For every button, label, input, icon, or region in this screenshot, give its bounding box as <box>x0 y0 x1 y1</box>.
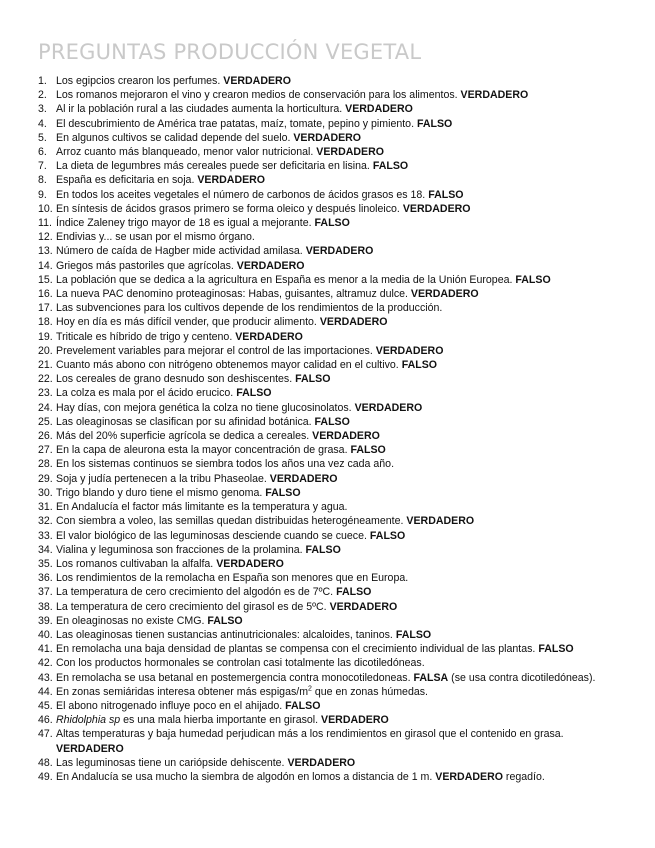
question-text-cont: que en zonas húmedas. <box>311 685 428 698</box>
answer-label: FALSA <box>413 671 449 684</box>
question-text: El descubrimiento de América trae patatas, maíz, tomate, pepino y pimiento. <box>56 117 415 130</box>
item-number: 46. <box>38 714 53 727</box>
item-number: 14. <box>38 259 53 272</box>
item-number: 39. <box>38 614 53 627</box>
list-item <box>38 543 618 557</box>
answer-label: FALSO <box>236 387 272 400</box>
answer-label: VERDADERO <box>56 742 124 755</box>
item-number: 5. <box>38 131 47 144</box>
question-text: Los egipcios crearon los perfumes. <box>56 75 221 87</box>
question-text: En remolacha una baja densidad de plantas se compensa con el crecimiento individual de las plantas. <box>56 643 536 656</box>
question-text: Más del 20% superficie agrícola se dedica a cereales. <box>56 430 310 443</box>
list-item <box>38 585 618 599</box>
answer-label: FALSO <box>305 543 341 556</box>
question-text: Soja y judía pertenecen a la tribu Phaseolae. <box>56 472 267 485</box>
answer-label: FALSO <box>350 444 386 457</box>
list-item <box>38 202 618 216</box>
question-text: Las oleaginosas se clasifican por su afinidad botánica. <box>56 415 312 428</box>
item-number: 43. <box>38 671 53 684</box>
list-item <box>38 330 618 344</box>
answer-label: VERDADERO <box>305 245 374 258</box>
list-item <box>38 358 618 372</box>
question-text: Los cereales de grano desnudo son deshiscentes. <box>56 373 293 386</box>
answer-label: VERDADERO <box>236 259 305 272</box>
answer-label: FALSO <box>314 217 350 230</box>
item-number: 36. <box>38 572 53 585</box>
answer-label: VERDADERO <box>216 557 284 570</box>
question-list <box>38 74 618 784</box>
item-number: 30. <box>38 486 53 499</box>
answer-label: FALSO <box>515 273 551 286</box>
item-number: 27. <box>38 444 53 457</box>
list-item <box>38 102 618 116</box>
question-text: La población que se dedica a la agricultura en España es menor a la media de la Unión Europea. <box>56 273 513 286</box>
list-item <box>38 287 618 301</box>
item-number: 34. <box>38 543 53 556</box>
item-number: 28. <box>38 458 53 471</box>
answer-label: VERDADERO <box>375 344 444 357</box>
item-number: 23. <box>38 387 53 400</box>
answer-label: FALSO <box>538 643 574 656</box>
list-item <box>38 614 618 628</box>
question-text: En remolacha se usa betanal en postemergencia contra monocotiledoneas. <box>56 671 411 684</box>
answer-label: VERDADERO <box>312 430 380 443</box>
question-text: Trigo blando y duro tiene el mismo genoma. <box>56 486 263 499</box>
list-item <box>38 685 618 699</box>
item-number: 31. <box>38 501 53 514</box>
item-number: 41. <box>38 643 53 656</box>
answer-label: VERDADERO <box>316 146 384 159</box>
list-item <box>38 486 618 500</box>
answer-label: FALSO <box>401 359 438 372</box>
item-number: 9. <box>38 188 47 201</box>
list-item <box>38 727 618 755</box>
question-text: Cuanto más abono con nitrógeno obtenemos mayor calidad en el cultivo. <box>56 359 399 372</box>
item-number: 3. <box>38 103 47 116</box>
species-name: Rhidolphia sp <box>56 714 121 727</box>
question-text: Al ir la población rural a las ciudades aumenta la horticultura. <box>56 103 343 116</box>
question-text: En síntesis de ácidos grasos primero se forma oleico y después linoleico. <box>56 202 400 215</box>
answer-label: FALSO <box>416 117 453 130</box>
question-text: El valor biológico de las leguminosas desciende cuando se cuece. <box>56 529 367 542</box>
question-text: Índice Zaleney trigo mayor de 18 es igual a mejorante. <box>56 217 312 230</box>
list-item <box>38 429 618 443</box>
question-text: Los romanos mejoraron el vino y crearon medios de conservación para los alimentos. <box>56 89 458 102</box>
question-text: Los rendimientos de la remolacha en España son menores que en Europa. <box>56 572 409 585</box>
item-number: 45. <box>38 699 53 712</box>
answer-label: FALSO <box>395 628 432 641</box>
answer-label: FALSO <box>372 160 409 173</box>
question-text: España es deficitaria en soja. <box>56 174 195 187</box>
answer-note: (se usa contra dicotiledóneas). <box>451 671 596 684</box>
answer-label: VERDADERO <box>406 515 475 528</box>
question-text: Vialina y leguminosa son fracciones de la prolamina. <box>56 543 303 556</box>
superscript: 2 <box>308 685 312 693</box>
item-number: 4. <box>38 117 47 130</box>
question-text: En algunos cultivos se calidad depende del suelo. <box>56 131 291 144</box>
answer-label: VERDADERO <box>269 472 338 485</box>
item-number: 37. <box>38 586 53 599</box>
question-text: La colza es mala por el ácido erucico. <box>56 387 234 400</box>
answer-label: FALSO <box>295 373 331 386</box>
item-number: 47. <box>38 728 53 741</box>
list-item <box>38 159 618 173</box>
list-item <box>38 557 618 571</box>
question-text: Hay días, con mejora genética la colza no tiene glucosinolatos. <box>56 401 352 414</box>
list-item <box>38 571 618 585</box>
item-number: 20. <box>38 344 53 357</box>
answer-label: FALSO <box>428 188 464 201</box>
list-item <box>38 372 618 386</box>
question-text: En la capa de aleurona esta la mayor concentración de grasa. <box>56 444 348 457</box>
item-number: 24. <box>38 401 53 414</box>
list-item <box>38 756 618 770</box>
item-number: 21. <box>38 359 53 372</box>
list-item <box>38 600 618 614</box>
answer-label: VERDADERO <box>287 756 356 769</box>
item-number: 33. <box>38 529 53 542</box>
item-number: 8. <box>38 174 47 187</box>
answer-label: FALSO <box>336 586 372 599</box>
list-item <box>38 514 618 528</box>
list-item <box>38 713 618 727</box>
list-item <box>38 529 618 543</box>
page-title: PREGUNTAS PRODUCCIÓN VEGETAL <box>38 40 422 64</box>
answer-label: VERDADERO <box>223 75 291 87</box>
question-text: Las oleaginosas tienen sustancias antinutricionales: alcaloides, taninos. <box>56 628 393 641</box>
question-text: En zonas semiáridas interesa obtener más espigas/m <box>56 685 309 698</box>
answer-label: VERDADERO <box>402 202 471 215</box>
answer-label: VERDADERO <box>321 714 389 727</box>
item-number: 16. <box>38 288 53 301</box>
item-number: 6. <box>38 146 47 159</box>
item-number: 38. <box>38 600 53 613</box>
item-number: 35. <box>38 557 53 570</box>
list-item <box>38 770 618 784</box>
list-item <box>38 259 618 273</box>
question-text: La temperatura de cero crecimiento del girasol es de 5ºC. <box>56 600 327 613</box>
list-item <box>38 415 618 429</box>
list-item <box>38 173 618 187</box>
list-item <box>38 401 618 415</box>
question-text: Hoy en día es más difícil vender, que producir alimento. <box>56 316 317 329</box>
answer-label: FALSO <box>285 699 321 712</box>
list-item <box>38 472 618 486</box>
item-number: 22. <box>38 373 53 386</box>
list-item <box>38 628 618 642</box>
list-item <box>38 188 618 202</box>
answer-label: VERDADERO <box>460 89 529 102</box>
list-item <box>38 315 618 329</box>
list-item <box>38 344 618 358</box>
answer-label: FALSO <box>207 614 243 627</box>
item-number: 26. <box>38 430 53 443</box>
answer-label: FALSO <box>314 415 350 428</box>
question-text: La temperatura de cero crecimiento del algodón es de 7ºC. <box>56 586 334 599</box>
question-text: Arroz cuanto más blanqueado, menor valor nutricional. <box>56 146 314 159</box>
list-item <box>38 500 618 514</box>
question-text: Las subvenciones para los cultivos depende de los rendimientos de la producción. <box>56 302 443 315</box>
question-text: Triticale es híbrido de trigo y centeno. <box>56 330 233 343</box>
list-item <box>38 216 618 230</box>
list-item <box>38 145 618 159</box>
question-text: Endivias y... se usan por el mismo órgano. <box>56 231 255 244</box>
item-number: 40. <box>38 628 53 641</box>
question-text: Prevelement variables para mejorar el control de las importaciones. <box>56 344 373 357</box>
list-item <box>38 457 618 471</box>
list-item <box>38 301 618 315</box>
list-item <box>38 699 618 713</box>
answer-label: VERDADERO <box>410 288 479 301</box>
item-number: 19. <box>38 330 53 343</box>
answer-label: FALSO <box>369 529 406 542</box>
item-number: 32. <box>38 515 53 528</box>
item-number: 42. <box>38 657 53 670</box>
question-text: En los sistemas continuos se siembra todos los años una vez cada año. <box>56 458 395 471</box>
list-item <box>38 74 618 88</box>
answer-label: VERDADERO <box>329 600 398 613</box>
item-number: 7. <box>38 160 47 173</box>
answer-label: VERDADERO <box>293 131 362 144</box>
item-number: 44. <box>38 685 53 698</box>
question-text: El abono nitrogenado influye poco en el ahijado. <box>56 699 283 712</box>
question-text: Los romanos cultivaban la alfalfa. <box>56 557 214 570</box>
question-text: En Andalucía se usa mucho la siembra de algodón en lomos a distancia de 1 m. <box>56 770 433 783</box>
question-text: Con los productos hormonales se controlan casi totalmente las dicotiledóneas. <box>56 657 425 670</box>
list-item <box>38 273 618 287</box>
item-number: 1. <box>38 75 47 87</box>
list-item <box>38 131 618 145</box>
question-text: Número de caída de Hagber mide actividad amilasa. <box>56 245 303 258</box>
item-number: 48. <box>38 756 53 769</box>
item-number: 49. <box>38 770 53 783</box>
list-item <box>38 386 618 400</box>
question-text: Griegos más pastoriles que agrícolas. <box>56 259 234 272</box>
question-text: es una mala hierba importante en girasol. <box>120 714 319 727</box>
list-item <box>38 656 618 670</box>
item-number: 11. <box>38 217 52 230</box>
list-item <box>38 671 618 685</box>
question-text: Con siembra a voleo, las semillas quedan distribuidas heterogéneamente. <box>56 515 404 528</box>
list-item <box>38 443 618 457</box>
item-number: 17. <box>38 302 53 315</box>
answer-label: VERDADERO <box>319 316 388 329</box>
question-text: En oleaginosas no existe CMG. <box>56 614 205 627</box>
question-text: Las leguminosas tiene un cariópside dehiscente. <box>56 756 285 769</box>
answer-note: regadío. <box>505 770 545 783</box>
list-item <box>38 88 618 102</box>
item-number: 2. <box>38 89 47 102</box>
answer-label: VERDADERO <box>354 401 423 414</box>
item-number: 15. <box>38 273 53 286</box>
item-number: 13. <box>38 245 53 258</box>
item-number: 29. <box>38 472 53 485</box>
question-text: En todos los aceites vegetales el número de carbonos de ácidos grasos es 18. <box>56 188 426 201</box>
answer-label: VERDADERO <box>235 330 303 343</box>
list-item <box>38 642 618 656</box>
list-item <box>38 230 618 244</box>
item-number: 12. <box>38 231 53 244</box>
answer-label: VERDADERO <box>197 174 266 187</box>
question-text: La dieta de legumbres más cereales puede ser deficitaria en lisina. <box>56 160 370 173</box>
answer-label: VERDADERO <box>435 770 503 783</box>
list-item <box>38 117 618 131</box>
item-number: 10. <box>38 202 53 215</box>
question-text: La nueva PAC denomino proteaginosas: Habas, guisantes, altramuz dulce. <box>56 288 408 301</box>
list-item <box>38 244 618 258</box>
answer-label: VERDADERO <box>345 103 413 116</box>
question-text: Altas temperaturas y baja humedad perjudican más a los rendimientos en girasol que el contenido en grasa. <box>56 728 564 741</box>
answer-label: FALSO <box>265 486 301 499</box>
item-number: 25. <box>38 415 53 428</box>
item-number: 18. <box>38 316 53 329</box>
question-text: En Andalucía el factor más limitante es la temperatura y agua. <box>56 501 348 514</box>
